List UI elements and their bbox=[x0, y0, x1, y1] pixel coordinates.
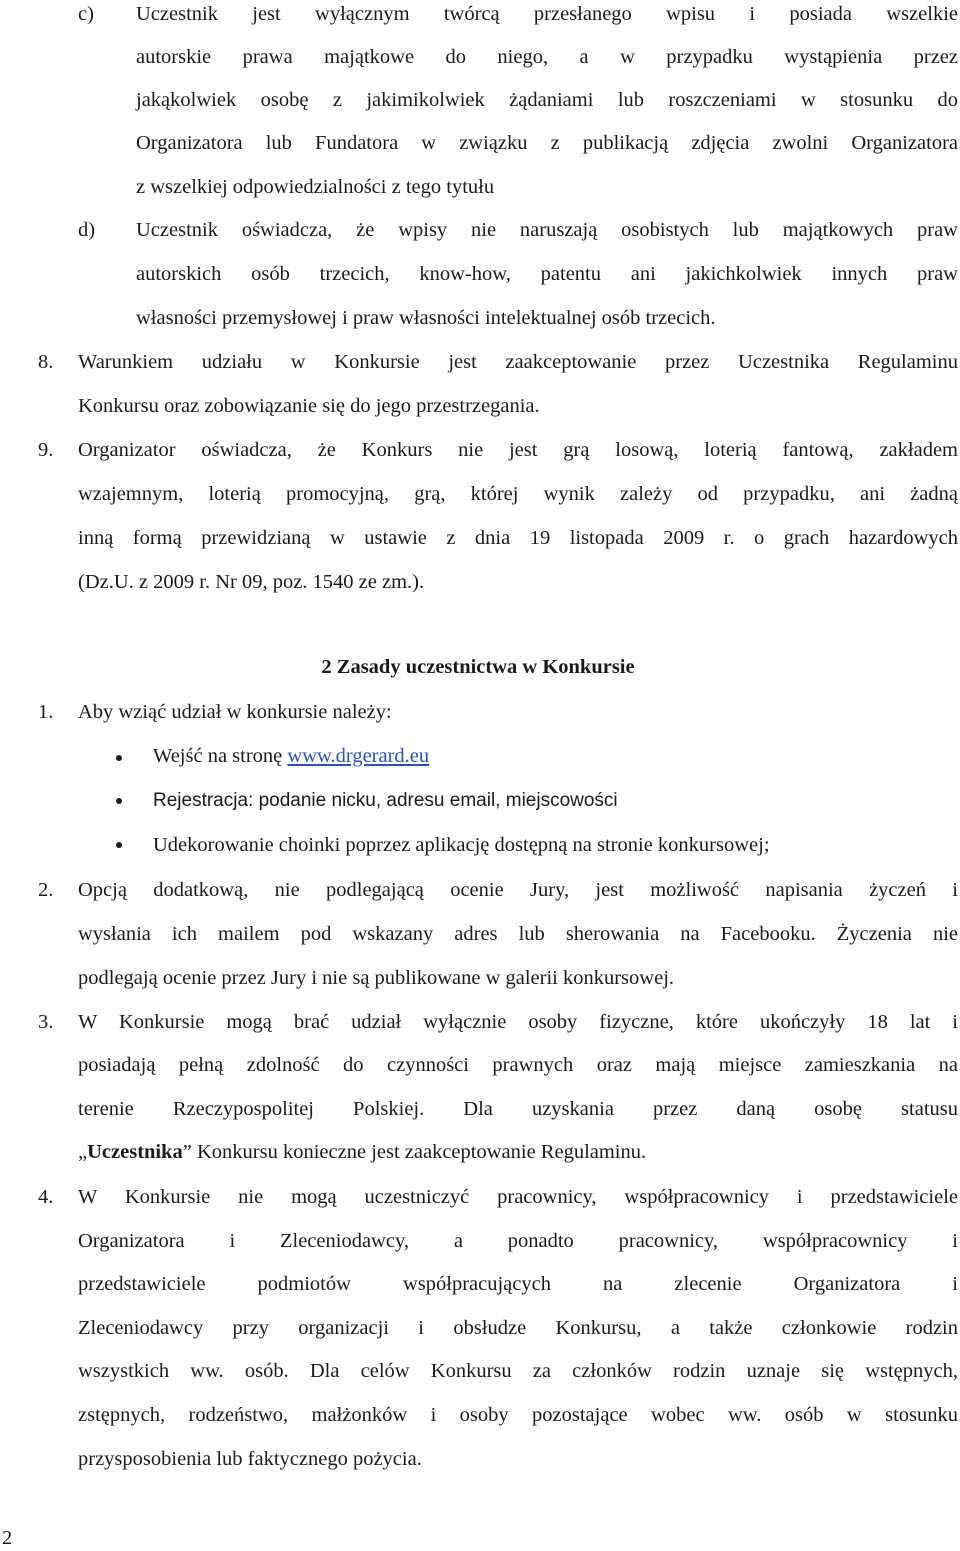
s2-point-3-line-4: „Uczestnika” Konkursu konieczne jest zaakceptowanie Regulaminu. bbox=[78, 1141, 647, 1163]
s2-point-3-line-2: posiadają pełną zdolność do czynności prawnych oraz mają miejsce zamieszkania na bbox=[78, 1054, 958, 1076]
point-marker: 9. bbox=[38, 439, 54, 461]
point-9-line-1: Organizator oświadcza, że Konkurs nie jest grą losową, loterią fantową, zakładem bbox=[78, 439, 958, 461]
bullet-icon bbox=[116, 755, 122, 761]
s2-point-4-line-2: Organizatora i Zleceniodawcy, a ponadto pracownicy, współpracownicy i bbox=[78, 1230, 958, 1252]
item-marker: d) bbox=[78, 219, 96, 241]
s2-point-4-line-3: przedstawiciele podmiotów współpracujących na zlecenie Organizatora i bbox=[78, 1273, 958, 1295]
item-c-line-5: z wszelkiej odpowiedzialności z tego tytułu bbox=[136, 176, 495, 198]
bullet-item-1: Wejść na stronę www.drgerard.eu bbox=[153, 745, 430, 767]
point-9-line-2: wzajemnym, loterią promocyjną, grą, której wynik zależy od przypadku, ani żadną bbox=[78, 483, 958, 505]
s2-point-4-line-5: wszystkich ww. osób. Dla celów Konkursu za członków rodzin uznaje się wstępnych, bbox=[78, 1360, 958, 1382]
item-c-line-4: Organizatora lub Fundatora w związku z publikacją zdjęcia zwolni Organizatora bbox=[136, 132, 958, 154]
s2-point-4-line-6: zstępnych, rodzeństwo, małżonków i osoby pozostające wobec ww. osób w stosunku bbox=[78, 1404, 958, 1426]
bullet-item-3: Udekorowanie choinki poprzez aplikację dostępną na stronie konkursowej; bbox=[153, 834, 770, 856]
section-heading: 2 Zasady uczestnictwa w Konkursie bbox=[321, 656, 635, 678]
point-marker: 3. bbox=[38, 1011, 54, 1033]
s2-point-2-line-3: podlegają ocenie przez Jury i nie są publikowane w galerii konkursowej. bbox=[78, 967, 675, 989]
point-marker: 8. bbox=[38, 351, 54, 373]
item-c-line-1: Uczestnik jest wyłącznym twórcą przesłanego wpisu i posiada wszelkie bbox=[136, 3, 958, 25]
s2-point-1-text: Aby wziąć udział w konkursie należy: bbox=[78, 701, 392, 723]
bullet-icon bbox=[116, 842, 122, 848]
s2-point-3-line-1: W Konkursie mogą brać udział wyłącznie osoby fizyczne, które ukończyły 18 lat i bbox=[78, 1011, 958, 1033]
item-d-line-1: Uczestnik oświadcza, że wpisy nie naruszają osobistych lub majątkowych praw bbox=[136, 219, 958, 241]
s2-point-2-line-1: Opcją dodatkową, nie podlegającą ocenie Jury, jest możliwość napisania życzeń i bbox=[78, 879, 958, 901]
point-marker: 2. bbox=[38, 879, 54, 901]
s2-point-4-line-7: przysposobienia lub faktycznego pożycia. bbox=[78, 1448, 422, 1470]
bullet-icon bbox=[116, 798, 122, 804]
item-d-line-2: autorskich osób trzecich, know-how, patentu ani jakichkolwiek innych praw bbox=[136, 263, 958, 285]
page-number: 2 bbox=[2, 1527, 13, 1549]
point-9-line-3: inną formą przewidzianą w ustawie z dnia 19 listopada 2009 r. o grach hazardowych bbox=[78, 527, 958, 549]
point-8-line-1: Warunkiem udziału w Konkursie jest zaakceptowanie przez Uczestnika Regulaminu bbox=[78, 351, 958, 373]
item-d-line-3: własności przemysłowej i praw własności intelektualnej osób trzecich. bbox=[136, 307, 716, 329]
bullet-item-2: Rejestracja: podanie nicku, adresu email, miejscowości bbox=[153, 790, 618, 811]
point-8-line-2: Konkursu oraz zobowiązanie się do jego przestrzegania. bbox=[78, 395, 540, 417]
s2-point-2-line-2: wysłania ich mailem pod wskazany adres lub sherowania na Facebooku. Życzenia nie bbox=[78, 923, 958, 945]
s2-point-3-line-3: terenie Rzeczypospolitej Polskiej. Dla uzyskania przez daną osobę statusu bbox=[78, 1098, 958, 1120]
point-marker: 1. bbox=[38, 701, 54, 723]
s2-point-4-line-4: Zleceniodawcy przy organizacji i obsłudze Konkursu, a także członkowie rodzin bbox=[78, 1317, 958, 1339]
item-c-line-2: autorskie prawa majątkowe do niego, a w przypadku wystąpienia przez bbox=[136, 46, 958, 68]
item-c-line-3: jakąkolwiek osobę z jakimikolwiek żądaniami lub roszczeniami w stosunku do bbox=[136, 89, 958, 111]
point-9-line-4: (Dz.U. z 2009 r. Nr 09, poz. 1540 ze zm.). bbox=[78, 571, 425, 593]
s2-point-4-line-1: W Konkursie nie mogą uczestniczyć pracownicy, współpracownicy i przedstawiciele bbox=[78, 1186, 958, 1208]
website-link[interactable]: www.drgerard.eu bbox=[287, 745, 430, 767]
point-marker: 4. bbox=[38, 1186, 54, 1208]
item-marker: c) bbox=[78, 3, 94, 25]
